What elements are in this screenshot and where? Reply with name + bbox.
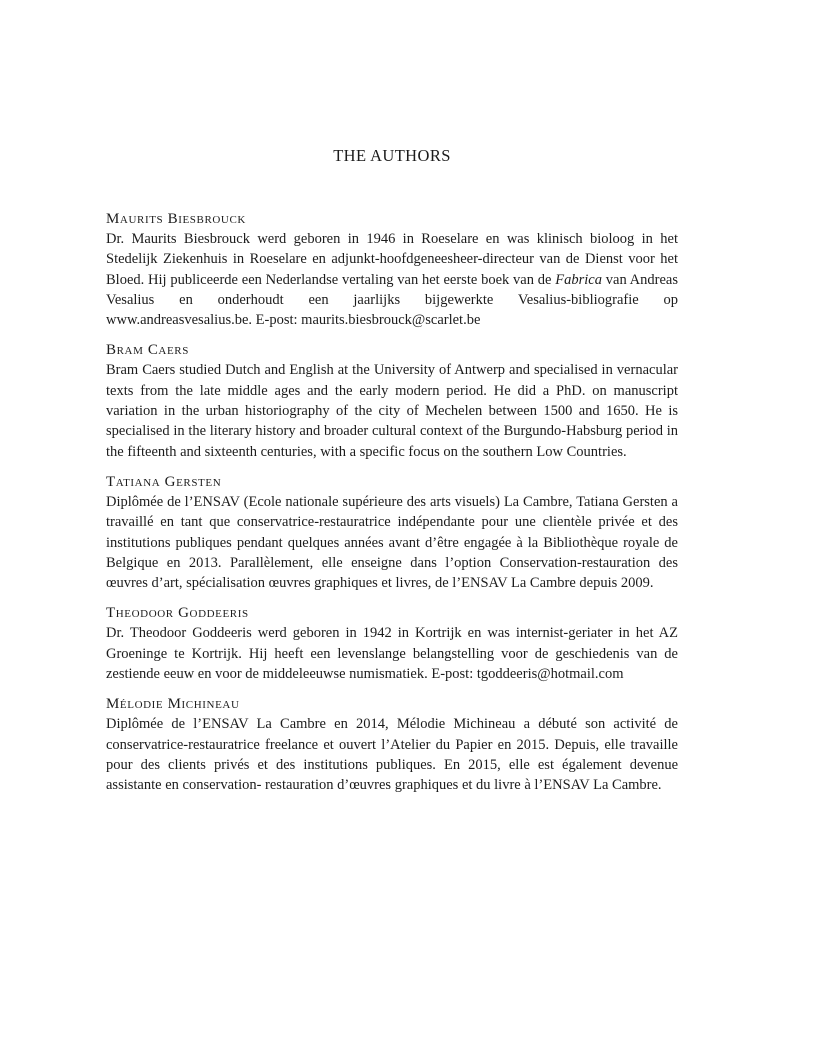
author-name: Mélodie Michineau — [106, 696, 240, 713]
page-title: THE AUTHORS — [333, 146, 451, 165]
author-entry-michineau — [106, 694, 678, 795]
author-name: Tatiana Gersten — [106, 473, 222, 490]
author-name: Maurits Biesbrouck — [106, 211, 246, 227]
author-bio: Diplômée de l’ENSAV La Cambre en 2014, Mélodie Michineau a débuté son activité de conservatrice-restauratrice freelance et ouvert l’Atelier du Papier en 2015. Depuis, elle travaille pour des clients privés et des institutions publiques. En 2015, elle est également devenue assistante en conservation- restauration d’œuvres graphiques et du livre à l’ENSAV La Cambre. — [106, 716, 678, 794]
author-entry-gersten — [106, 472, 678, 593]
author-entry-biesbrouck — [106, 209, 678, 330]
author-bio: Bram Caers studied Dutch and English at the University of Antwerp and specialised in vernacular texts from the late middle ages and the early modern period. He did a PhD. on manuscript variation in the urban historiography of the city of Mechelen between 1500 and 1650. He is specialised in the literary history and broader cultural context of the Burgundo-Habsburg period in the fifteenth and sixteenth centuries, with a specific focus on the southern Low Countries. — [106, 362, 678, 460]
author-entry-caers — [106, 340, 678, 461]
author-name: Theodoor Goddeeris — [106, 605, 249, 622]
author-bio — [106, 229, 678, 330]
author-bio: Dr. Theodoor Goddeeris werd geboren in 1942 in Kortrijk en was internist-geriater in het AZ Groeninge te Kortrijk. Hij heeft een levenslange belangstelling voor de geschiedenis van de zestiende eeuw en voor de middeleeuwse numismatiek. E-post: tgoddeeris@hotmail.com — [106, 625, 678, 683]
author-name: Bram Caers — [106, 342, 189, 359]
author-bio: Diplômée de l’ENSAV (Ecole nationale supérieure des arts visuels) La Cambre, Tatiana Gersten a travaillé en tant que conservatrice-restauratrice indépendante pour une clientèle privée et des institutions publiques pendant quelques années avant d’être engagée à la Bibliothèque royale de Belgique en 2013. Parallèlement, elle enseigne dans l’option Conservation-restauration des œuvres d’art, spécialisation œuvres graphiques et livres, de l’ENSAV La Cambre depuis 2009. — [106, 493, 678, 592]
author-list — [106, 209, 678, 806]
author-entry-goddeeris — [106, 603, 678, 684]
book-title-fabrica: Fabrica — [555, 271, 602, 288]
author-bio-part: Dr. Maurits Biesbrouck werd geboren in 1946 in Roeselare en was klinisch bioloog in het Stedelijk Ziekenhuis in Roeselare en adjunkt-hoofdgeneesheer-directeur van de Dienst voor het Bloed. Hij publiceerde een Nederlandse vertaling van het eerste boek van de — [106, 231, 678, 288]
author-bio-part: van Andreas Vesalius en onderhoudt een jaarlijks bijgewerkte Vesalius-bibliografie op www.andreasvesalius.be. E-post: maurits.biesbrouck@scarlet.be — [106, 271, 678, 329]
